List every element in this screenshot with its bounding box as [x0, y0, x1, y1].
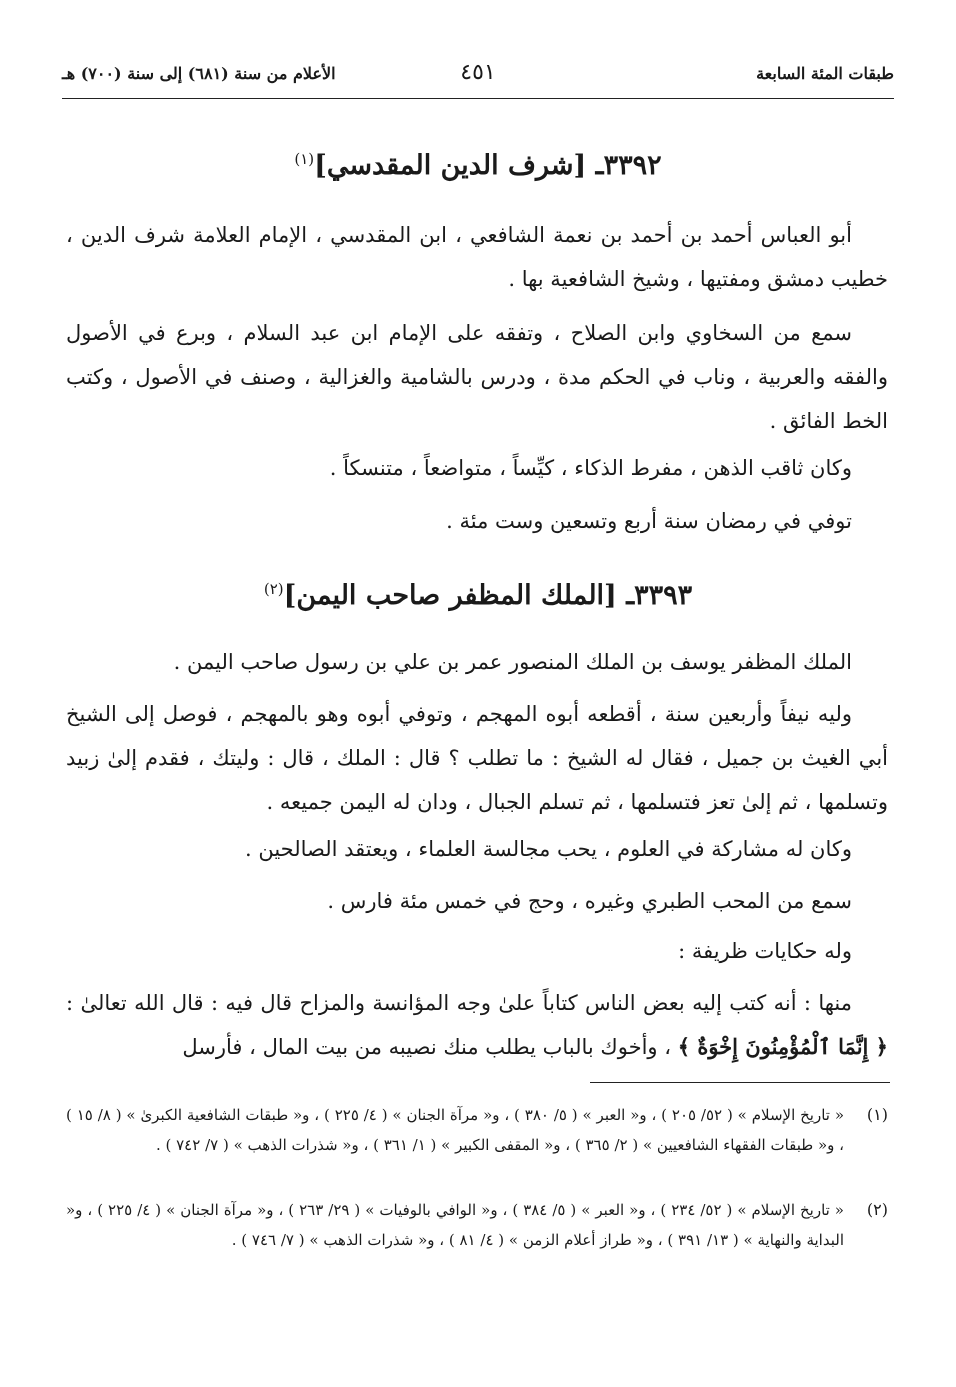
entry-paragraph: توفي في رمضان سنة أربع وتسعين وست مئة . — [446, 509, 852, 533]
entry-paragraph — [66, 981, 888, 1069]
entry-paragraph: سمع من السخاوي وابن الصلاح ، وتفقه على الإمام ابن عبد السلام ، وبرع في الأصول والفقه والعربية ، وناب في الحكم مدة ، ودرس بالشامية والغزالية ، وصنف في الأصول ، وكتب الخط الفائق . — [66, 321, 888, 433]
footnote-mark: (٢) — [866, 1200, 888, 1219]
entry-paragraph: أبو العباس أحمد بن أحمد بن نعمة الشافعي ، ابن المقدسي ، الإمام العلامة شرف الدين ، خطيب دمشق ومفتيها ، وشيخ الشافعية بها . — [66, 223, 888, 291]
entry-title-text: ٣٣٩٢ـ [شرف الدين المقدسي] — [314, 150, 662, 181]
entry-paragraph: وليه نيفاً وأربعين سنة ، أقطعه أبوه المهجم ، وتوفي أبوه وهو بالمهجم ، فوصل إلى الشيخ أبي الغيث بن جميل ، فقال له الشيخ : ما تطلب ؟ قال : الملك ، قال : وليتك ، فقدم إلىٰ زبيد وتسلمها ، ثم إلىٰ تعز فتسلمها ، ثم تسلم الجبال ، ودان له اليمن جميعه . — [66, 702, 888, 814]
entry-paragraph: الملك المظفر يوسف بن الملك المنصور عمر بن علي بن رسول صاحب اليمن . — [173, 650, 852, 674]
paragraph-text: منها : أنه كتب إليه بعض الناس كتاباً علىٰ وجه المؤانسة والمزاح قال فيه : قال الله تعالىٰ : — [66, 991, 852, 1015]
quran-verse: ﴿ إِنَّمَا ٱلْمُؤْمِنُونَ إِخْوَةٌ ﴾ — [677, 1034, 888, 1059]
footnote-ref: (٢) — [263, 580, 284, 598]
footnote-ref: (١) — [294, 150, 315, 168]
entry-title-text: ٣٣٩٣ـ [الملك المظفر صاحب اليمن] — [283, 580, 693, 611]
running-header — [62, 58, 894, 99]
footnote-text: « تاريخ الإسلام » ( ٥٢/ ٢٠٥ ) ، و« العبر » ( ٥/ ٣٨٠ ) ، و« مرآة الجنان » ( ٤/ ٢٢٥ ) ، و« طبقات الشافعية الكبرىٰ » ( ٨/ ١٥ ) ، و« طبقات الفقهاء الشافعيين » ( ٢/ ٣٦٥ ) ، و« المقفى الكبير » ( ١/ ٣٦١ ) ، و« شذرات الذهب » ( ٧/ ٧٤٢ ) . — [66, 1106, 844, 1154]
footnote — [66, 1100, 890, 1160]
entry-title — [62, 580, 894, 611]
footnote-text: « تاريخ الإسلام » ( ٥٢/ ٢٣٤ ) ، و« العبر » ( ٥/ ٣٨٤ ) ، و« الوافي بالوفيات » ( ٢٩/ ٢٦٣ ) ، و« مرآة الجنان » ( ٤/ ٢٢٥ ) ، و« البداية والنهاية » ( ١٣/ ٣٩١ ) ، و« طراز أعلام الزمن » ( ٤/ ٨١ ) ، و« شذرات الذهب » ( ٧/ ٧٤٦ ) . — [66, 1201, 844, 1249]
footnote-mark: (١) — [866, 1105, 888, 1124]
footnote — [66, 1195, 890, 1255]
header-range-title: الأعلام من سنة (٦٨١) إلى سنة (٧٠٠) هـ — [62, 64, 336, 83]
page-number: ٤٥١ — [460, 60, 496, 85]
entry-title — [62, 150, 894, 181]
entry-paragraph: وله حكايات ظريفة : — [678, 939, 852, 963]
entry-paragraph: وكان ثاقب الذهن ، مفرط الذكاء ، كيِّساً ، متواضعاً ، متنسكاً . — [329, 456, 852, 480]
entry-paragraph: سمع من المحب الطبري وغيره ، وحج في خمس مئة فارس . — [327, 889, 852, 913]
header-section-title: طبقات المئة السابعة — [756, 64, 894, 83]
footnote-separator — [590, 1082, 890, 1083]
entry-paragraph: وكان له مشاركة في العلوم ، يحب مجالسة العلماء ، ويعتقد الصالحين . — [244, 837, 852, 861]
paragraph-text: ، وأخوك بالباب يطلب منك نصيبه من بيت المال ، فأرسل — [182, 1035, 672, 1059]
